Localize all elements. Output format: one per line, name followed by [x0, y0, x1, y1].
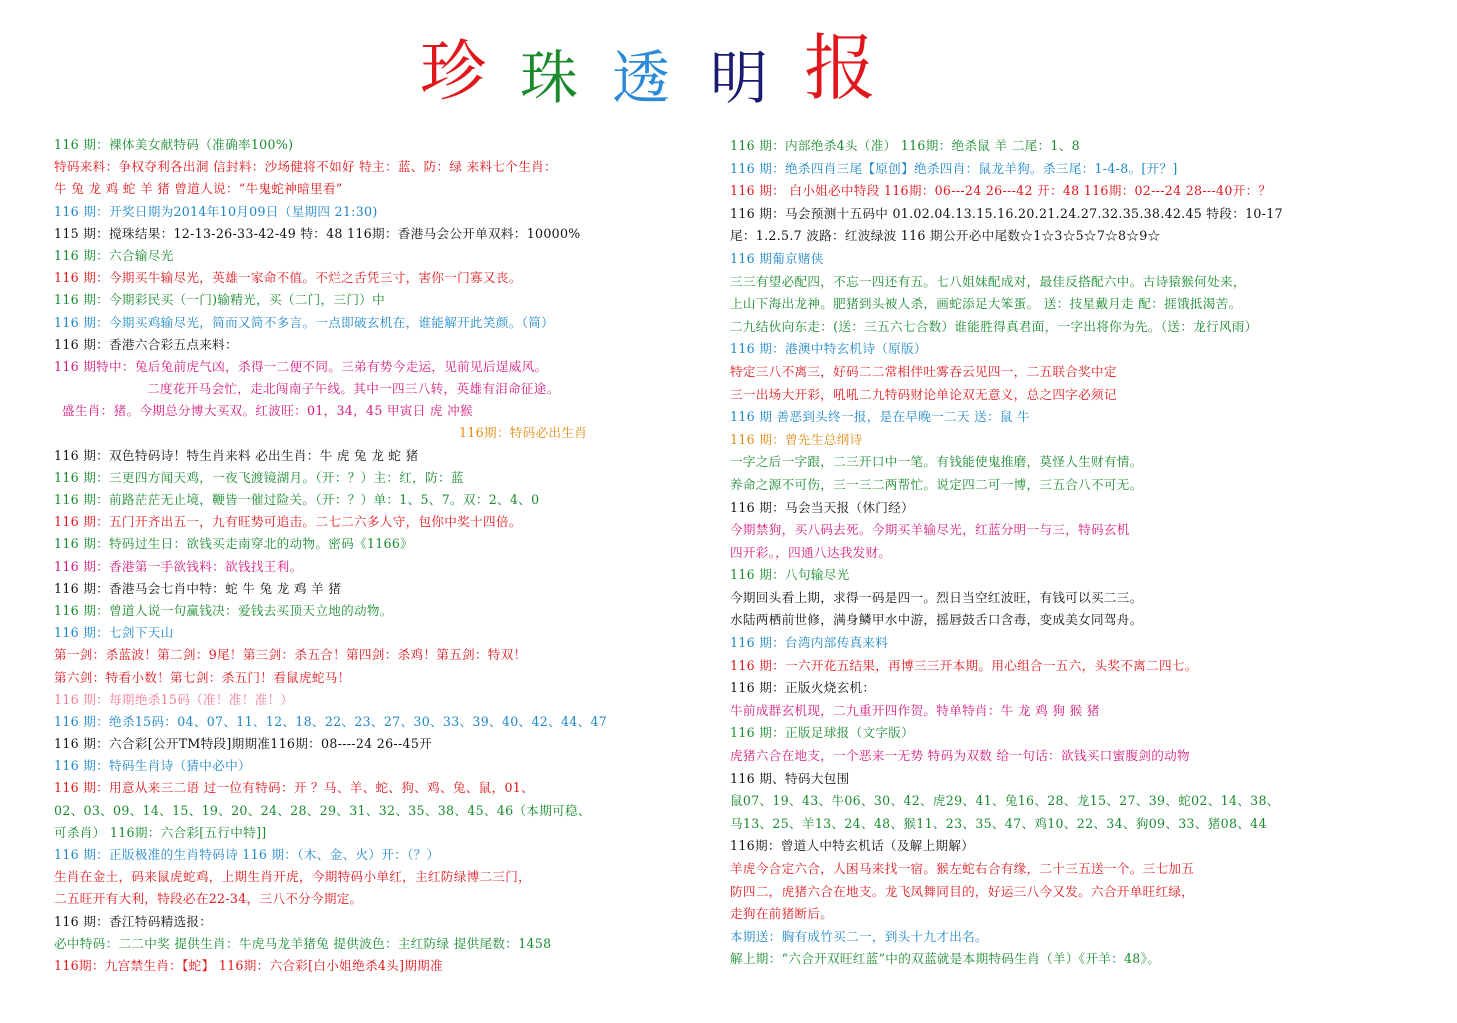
title-char: 报 [804, 26, 877, 110]
text-line: 二五旺开有大利，特段必在22-34，三八不分今期定。 [54, 891, 363, 907]
text-line: 116 期、特码大包围 [730, 770, 850, 786]
text-line: 116 期：正版极准的生肖特码诗 116 期：（木、金、火）开：（？） [54, 847, 440, 862]
text-line: 116 期：港澳中特玄机诗（原版） [730, 341, 927, 357]
text-line: 116 期：绝杀四肖三尾【原创】绝杀四肖：鼠龙羊狗。杀三尾：1-4-8。[开？] [730, 160, 1178, 176]
text-line: 116期：特码必出生肖 [459, 425, 588, 441]
text-line: 防四二，虎猪六合在地支。龙飞凤舞同目的，好运三八今又发。六合开单旺红绿， [730, 883, 1195, 899]
text-line: 生肖在金土，码来鼠虎蛇鸡，上期生肖开虎，今期特码小单红，主红防绿博二三门， [54, 869, 532, 885]
text-line: 116 期：香港六合彩五点来料： [54, 336, 238, 352]
text-line: 解上期：“六合开双旺红蓝”中的双蓝就是本期特码生肖（羊）《开羊：48》。 [730, 951, 1161, 967]
title-char: 珠 [520, 44, 579, 112]
text-line: 116 期：每期绝杀15码（准！准！准！） [54, 691, 294, 707]
text-line: 一字之后一字跟，二三开口中一笔。有钱能使鬼推磨，莫怪人生财有情。 [730, 454, 1143, 470]
text-line: 116 期：五门开齐出五一，九有旺势可追击。二七二六多人守，包你中奖十四倍。 [54, 514, 522, 530]
text-line: 可杀肖） 116期：六合彩[五行中特]] [54, 824, 267, 840]
text-line: 牛 兔 龙 鸡 蛇 羊 猪 曾道人说：“牛鬼蛇神暗里看” [54, 181, 343, 197]
text-line: 116 期特中：兔后兔前虎气凶，杀得一二便不同。三弟有势今走运，见前见后逞威风。 [54, 358, 548, 374]
text-line: 116 期：用意从来三二语 过一位有特码：开 ？马、羊、蛇、狗、鸡、兔、鼠，01、 [54, 780, 534, 796]
text-line: 116 期：今期彩民买（一门)输精光，买（二门，三门）中 [54, 292, 386, 308]
text-line: 116 期：前路茫茫无止境，鞭皆一催过险关。（开：？）单：1、5、7。双：2、4、0 [54, 492, 540, 507]
text-line: 116 期：曾先生总纲诗 [730, 431, 863, 447]
text-line: 116 期：六合输尽光 [54, 247, 174, 263]
title-char: 明 [710, 44, 769, 112]
text-line: 116 期：香港马会七肖中特：蛇 牛 兔 龙 鸡 羊 猪 [54, 580, 342, 596]
text-line: 116 期：马会预测十五码中 01.02.04.13.15.16.20.21.24.27.32.35.38.42.45 特段：10-17 [730, 205, 1283, 221]
text-line: 必中特码：二二中奖 提供生肖：牛虎马龙羊猪兔 提供波色：主红防绿 提供尾数：1458 [54, 935, 552, 951]
text-line: 116 期：香江特码精选报： [54, 913, 213, 929]
text-line: 116期：曾道人中特玄机话（及解上期解） [730, 838, 975, 854]
title-char: 珍 [420, 33, 486, 110]
text-line: 116 期：一六开花五结果，再博三三开本期。用心组合一五六，头奖不离二四七。 [730, 657, 1198, 673]
text-line: 本期送：胸有成竹买二一，到头十九才出名。 [730, 928, 988, 944]
text-line: 三一出场大开彩，吼吼二九特码财论单论双无意义，总之四字必须记 [730, 386, 1117, 402]
text-line: 116 期：台湾内部传真来料 [730, 635, 889, 651]
text-line: 116 期：今期买牛输尽光，英雄一家命不值。不烂之舌凭三寸，害你一门寡又丧。 [54, 270, 522, 286]
text-line: 二九结伙向东走：(送：三五六七合数）谁能胜得真君面，一字出将你为先。（送：龙行风雨） [730, 318, 1258, 334]
text-line: 盛生肖：猪。今期总分博大买双。红波旺：01，34，45 甲寅日 虎 冲猴 [62, 403, 473, 419]
text-line: 116 期：开奖日期为2014年10月09日（星期四 21:30) [54, 203, 378, 219]
left-column [54, 134, 694, 977]
title-char: 透 [612, 44, 671, 112]
text-line: 四开彩。，四通八达我发财。 [730, 544, 892, 560]
text-line: 第六剑：特看小数！第七剑：杀五门！看鼠虎蛇马！ [54, 669, 351, 685]
text-line: 上山下海出龙神。肥猪到头被人杀，画蛇添足大笨蛋。 送：技星戴月走 配：捱饿抵渴苦。 [730, 296, 1242, 312]
text-line: 116 期：七剑下天山 [54, 625, 174, 641]
text-line: 特码来料：争权夺利各出洞 信封料：沙场健将不如好 特主：蓝、防：绿 来料七个生肖： [54, 159, 557, 175]
text-line: 116 期：马会当天报（休门经） [730, 499, 914, 515]
text-line: 116 期：今期买鸡输尽光，简而又简不多言。一点即破玄机在，谁能解开此笑颜。（简） [54, 314, 555, 330]
text-line: 马13、25、羊13、24、48、猴11、23、35、47、鸡10、22、34、狗09、33、猪08、44 [730, 815, 1267, 831]
text-line: 116 期：六合彩[公开TM特段]期期准116期：08----24 26--45开 [54, 736, 433, 752]
text-line: 116 期：绝杀15码：04、07、11、12、18、22、23、27、30、33、39、40、42、44、47 [54, 713, 608, 729]
text-line: 02、03、09、14、15、19、20、24、28、29、31、32、35、38、45、46（本期可稳、 [54, 802, 591, 818]
text-line: 羊虎今合定六合，人困马来找一宿。猴左蛇右合有缘，二十三五送一个。三七加五 [730, 861, 1195, 876]
text-line: 116 期 善恶到头终一报，是在早晚一二天 送：鼠 牛 [730, 409, 1031, 425]
text-line: 116 期：曾道人说一句赢钱决：爱钱去买顶天立地的动物。 [54, 602, 393, 618]
text-line: 116 期：特码过生日：欲钱买走南穿北的动物。密码《1166》 [54, 536, 414, 552]
text-line: 第一剑：杀蓝波！第二剑：9尾！第三剑：杀五合！第四剑：杀鸡！第五剑：特双！ [54, 647, 527, 663]
text-line: 水陆两栖前世修，满身鳞甲水中游，摇唇鼓舌口含毒，变成美女同驾舟。 [730, 612, 1143, 628]
text-line: 鼠07、19、43、牛06、30、42、虎29、41、兔16、28、龙15、27、39、蛇02、14、38、 [730, 793, 1280, 809]
text-line: 116 期：特码生肖诗（猜中必中） [54, 758, 251, 774]
text-line: 116 期：双色特码诗！特生肖来料 必出生肖：牛 虎 兔 龙 蛇 猪 [54, 447, 419, 463]
text-line: 牛前成群玄机现，二九重开四作贺。特单特肖：牛 龙 鸡 狗 猴 猪 [730, 702, 1100, 718]
text-line: 今期禁狗，买八码去死。今期买羊输尽光，红蓝分明一与三，特码玄机 [730, 522, 1130, 538]
text-line: 今期回头看上期，求得一码是四一。烈日当空红波旺，有钱可以买二三。 [730, 589, 1143, 605]
text-line: 115 期：搅珠结果：12-13-26-33-42-49 特：48 116期：香港马会公开单双料：10000% [54, 225, 581, 241]
text-line: 116 期：正版火烧玄机： [730, 680, 876, 696]
text-line: 116 期：三更四方闻天鸡，一夜飞渡镜湖月。（开：？）主：红，防：蓝 [54, 469, 464, 485]
text-line: 116 期葡京赌侠 [730, 250, 824, 266]
text-line: 116期：九宫禁生肖：【蛇】 116期：六合彩[白小姐绝杀4头]期期准 [54, 957, 443, 973]
text-line: 尾：1.2.5.7 波路：红波绿波 116 期公开必中尾数☆1☆3☆5☆7☆8☆9☆ [730, 228, 1161, 244]
text-line: 二度花开马会忙，走北闯南子午线。其中一四三八转，英雄有泪命征途。 [147, 381, 560, 397]
text-line: 三三有望必配四，不忘一四还有五。七八姐妹配成对，最佳反搭配六中。古诗猿猴何处来， [730, 273, 1246, 289]
text-line: 走狗在前猪断后。 [730, 906, 834, 922]
text-line: 116 期：内部绝杀4头（准） 116期：绝杀鼠 羊 二尾：1、8 [730, 138, 1080, 153]
text-line: 116 期：裸体美女献特码（准确率100%) [54, 137, 294, 152]
right-column [730, 135, 1410, 971]
text-line: 特定三八不离三，好码二二常相伴吐雾吞云见四一，二五联合奖中定 [730, 363, 1117, 379]
text-line: 养命之源不可伤，三一三二两帮忙。说定四二可一博，三五合八不可无。 [730, 476, 1143, 492]
text-line: 116 期： 白小姐必中特段 116期：06---24 26---42 开：48 116期：02---24 28---40开：？ [730, 183, 1272, 199]
text-line: 116 期：香港第一手欲钱料：欲钱找王利。 [54, 558, 303, 574]
text-line: 虎猪六合在地支，一个恶来一无势 特码为双数 给一句话：欲钱买口蜜腹剑的动物 [730, 748, 1190, 764]
text-line: 116 期：八句输尽光 [730, 567, 850, 583]
text-line: 116 期：正版足球报（文字版） [730, 725, 914, 741]
